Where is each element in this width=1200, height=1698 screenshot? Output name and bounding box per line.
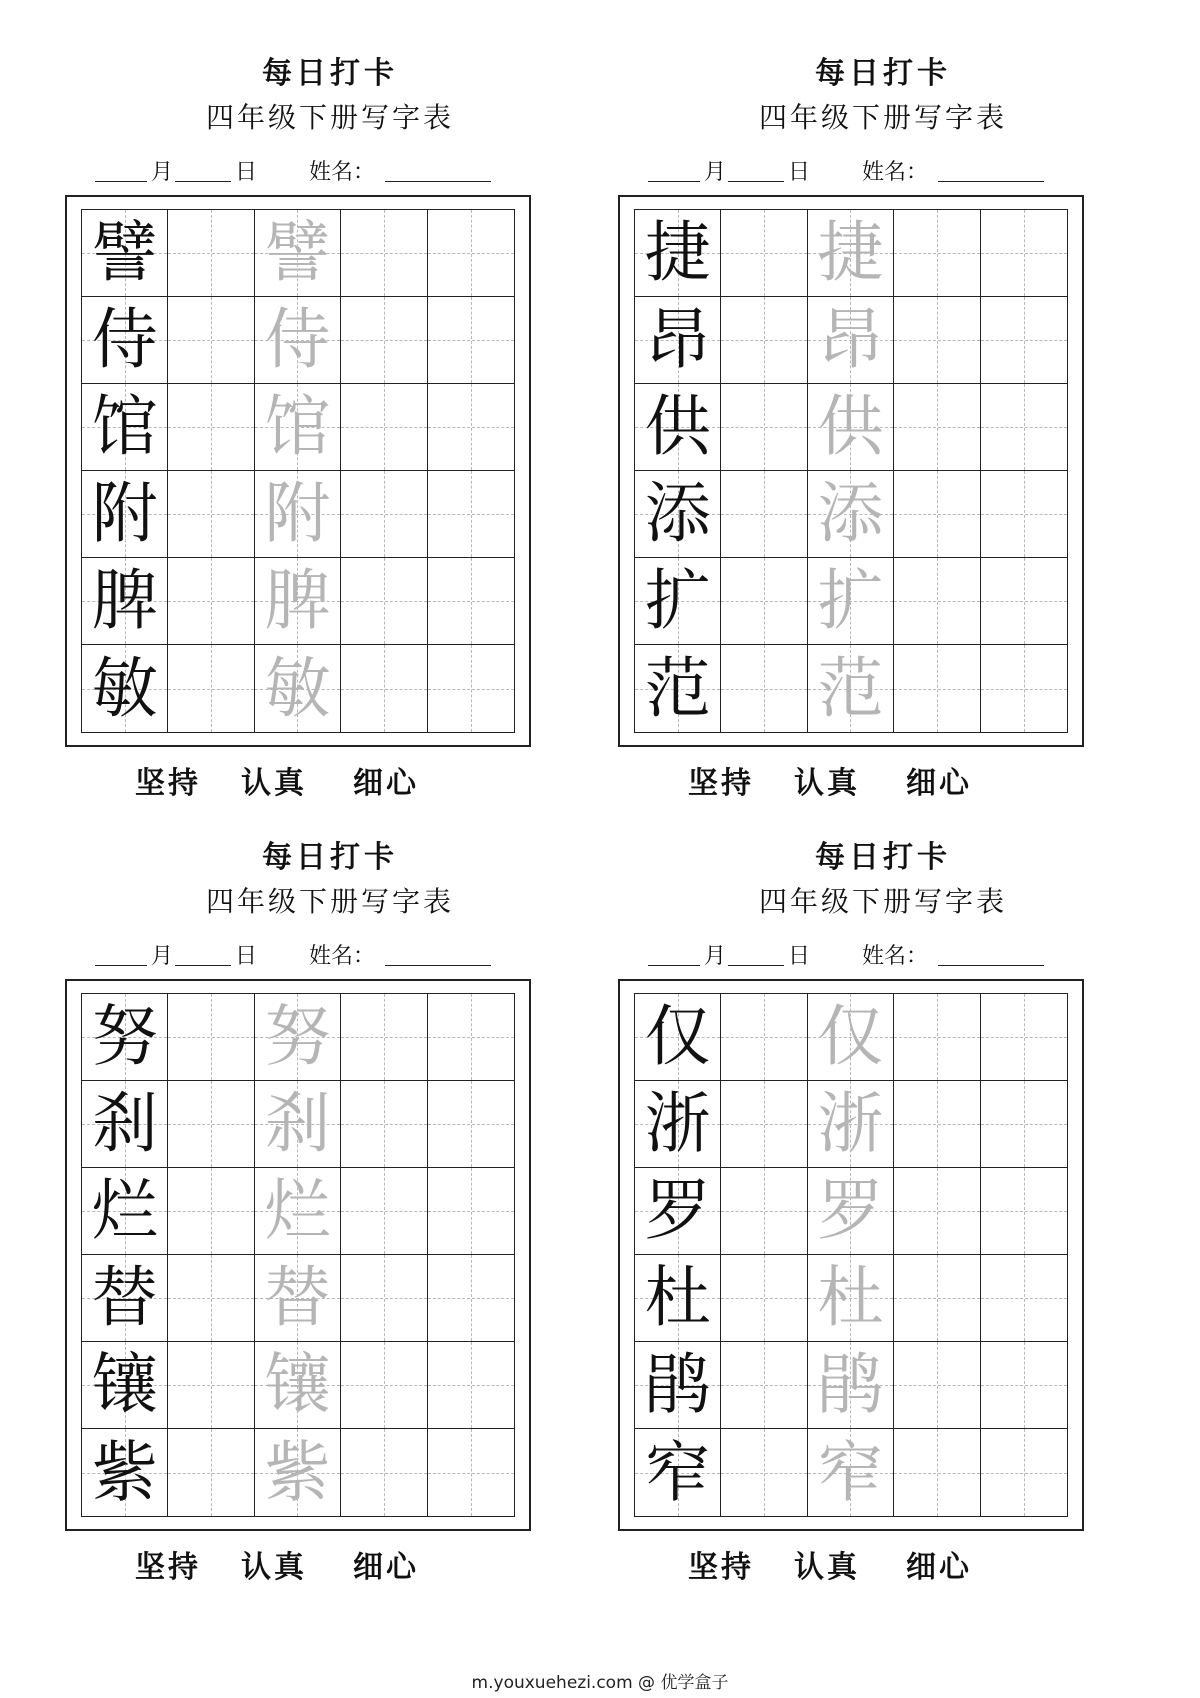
grid-cell[interactable] (82, 1255, 168, 1342)
grid-cell[interactable] (894, 1168, 980, 1255)
grid-cell[interactable] (82, 1168, 168, 1255)
model-character: 罗 (644, 1172, 711, 1249)
grid-cell[interactable] (808, 1342, 894, 1429)
grid-cell[interactable] (981, 471, 1067, 558)
name-label: 姓名： (309, 944, 376, 969)
model-character: 扩 (644, 562, 711, 639)
day-blank[interactable] (175, 939, 231, 966)
trace-character: 譬 (264, 214, 331, 291)
motto-word: 细心 (906, 766, 972, 801)
grid-cell[interactable] (428, 297, 514, 384)
grid-cell[interactable] (168, 645, 254, 732)
grid-cell[interactable] (894, 645, 980, 732)
trace-character: 添 (817, 475, 884, 552)
grid-cell[interactable] (168, 994, 254, 1081)
model-character: 浙 (644, 1085, 711, 1162)
trace-character: 脾 (264, 562, 331, 639)
grid-cell[interactable] (981, 384, 1067, 471)
motto-word: 细心 (353, 766, 419, 801)
day-blank[interactable] (728, 939, 784, 966)
grid-cell[interactable] (635, 1168, 721, 1255)
grid-cell[interactable] (721, 645, 807, 732)
model-character: 敏 (91, 649, 158, 727)
grid-inner (634, 993, 1068, 1517)
motto-word: 坚持 (688, 1550, 754, 1585)
grid-cell[interactable] (635, 384, 721, 471)
day-label: 日 (235, 160, 258, 185)
model-character: 范 (644, 649, 711, 727)
grid-cell[interactable] (981, 1429, 1067, 1516)
writing-grid (65, 195, 531, 747)
motto-word: 认真 (794, 1550, 860, 1585)
grid-cell[interactable] (981, 1255, 1067, 1342)
model-character: 侍 (91, 301, 158, 378)
grid-cell[interactable] (981, 297, 1067, 384)
model-character: 馆 (91, 388, 158, 465)
month-blank[interactable] (95, 939, 147, 966)
grid-cell[interactable] (635, 210, 721, 297)
name-blank[interactable] (385, 939, 491, 966)
grid-cell[interactable] (428, 1255, 514, 1342)
name-label: 姓名： (862, 160, 929, 185)
grid-cell[interactable] (808, 1081, 894, 1168)
grid-cell[interactable] (341, 994, 427, 1081)
trace-character: 范 (817, 649, 884, 727)
grid-cell[interactable] (721, 1342, 807, 1429)
grid-cell[interactable] (255, 1429, 341, 1516)
grid-cell[interactable] (635, 558, 721, 645)
month-label: 月 (704, 160, 727, 185)
day-label: 日 (235, 944, 258, 969)
grid-cell[interactable] (82, 1081, 168, 1168)
trace-character: 鹃 (817, 1346, 884, 1423)
grid-cell[interactable] (428, 994, 514, 1081)
grid-inner (81, 209, 515, 733)
grid-cell[interactable] (341, 558, 427, 645)
model-character: 镶 (91, 1346, 158, 1423)
grid-cell[interactable] (255, 471, 341, 558)
model-character: 努 (91, 998, 158, 1075)
grid-cell[interactable] (82, 297, 168, 384)
day-label: 日 (788, 944, 811, 969)
grid-cell[interactable] (255, 1081, 341, 1168)
trace-character: 附 (264, 475, 331, 552)
grid-cell[interactable] (894, 384, 980, 471)
grid-cell[interactable] (82, 210, 168, 297)
grid-cell[interactable] (981, 1342, 1067, 1429)
grid-cell[interactable] (808, 558, 894, 645)
grid-cell[interactable] (82, 471, 168, 558)
grid-cell[interactable] (341, 1081, 427, 1168)
grid-cell[interactable] (894, 1081, 980, 1168)
motto-word: 细心 (906, 1550, 972, 1585)
motto-word: 细心 (353, 1550, 419, 1585)
grid-cell[interactable] (341, 471, 427, 558)
grid-cell[interactable] (168, 384, 254, 471)
model-character: 紫 (91, 1433, 158, 1511)
grid-cell[interactable] (721, 384, 807, 471)
model-character: 替 (91, 1259, 158, 1336)
day-blank[interactable] (175, 155, 231, 182)
grid-cell[interactable] (341, 1429, 427, 1516)
model-character: 添 (644, 475, 711, 552)
trace-character: 扩 (817, 562, 884, 639)
grid-cell[interactable] (341, 1342, 427, 1429)
grid-cell[interactable] (341, 297, 427, 384)
grid-cell[interactable] (255, 994, 341, 1081)
trace-character: 罗 (817, 1172, 884, 1249)
trace-character: 供 (817, 388, 884, 465)
card-title: 每日打卡 (815, 56, 951, 91)
grid-cell[interactable] (341, 1168, 427, 1255)
grid-cell[interactable] (428, 1342, 514, 1429)
grid-cell[interactable] (255, 1342, 341, 1429)
grid-cell[interactable] (428, 645, 514, 732)
grid-cell[interactable] (981, 994, 1067, 1081)
grid-cell[interactable] (721, 558, 807, 645)
grid-cell[interactable] (981, 210, 1067, 297)
grid-cell[interactable] (635, 471, 721, 558)
grid-cell[interactable] (168, 297, 254, 384)
name-blank[interactable] (385, 155, 491, 182)
grid-cell[interactable] (82, 1342, 168, 1429)
grid-cell[interactable] (635, 297, 721, 384)
grid-cell[interactable] (721, 210, 807, 297)
grid-cell[interactable] (981, 1168, 1067, 1255)
card-title: 每日打卡 (815, 840, 951, 875)
model-character: 烂 (91, 1172, 158, 1249)
grid-cell[interactable] (82, 384, 168, 471)
grid-cell[interactable] (894, 1342, 980, 1429)
grid-cell[interactable] (428, 1081, 514, 1168)
grid-cell[interactable] (82, 645, 168, 732)
model-character: 杜 (644, 1259, 711, 1336)
month-label: 月 (151, 944, 174, 969)
grid-cell[interactable] (721, 1081, 807, 1168)
grid-cell[interactable] (168, 1342, 254, 1429)
trace-character: 努 (264, 998, 331, 1075)
grid-cell[interactable] (981, 558, 1067, 645)
trace-character: 昂 (817, 301, 884, 378)
grid-cell[interactable] (635, 1429, 721, 1516)
grid-cell[interactable] (255, 558, 341, 645)
grid-cell[interactable] (721, 1429, 807, 1516)
date-name-line (95, 155, 565, 187)
grid-cell[interactable] (721, 297, 807, 384)
name-label: 姓名： (309, 160, 376, 185)
month-blank[interactable] (95, 155, 147, 182)
day-blank[interactable] (728, 155, 784, 182)
card-subtitle: 四年级下册写字表 (205, 885, 454, 918)
grid-cell[interactable] (168, 558, 254, 645)
grid-cell[interactable] (635, 1342, 721, 1429)
grid-cell[interactable] (721, 994, 807, 1081)
motto-word: 坚持 (135, 1550, 201, 1585)
trace-character: 紫 (264, 1433, 331, 1511)
grid-cell[interactable] (428, 384, 514, 471)
trace-character: 浙 (817, 1085, 884, 1162)
trace-character: 仅 (817, 998, 884, 1075)
model-character: 昂 (644, 301, 711, 378)
trace-character: 杜 (817, 1259, 884, 1336)
model-character: 仅 (644, 998, 711, 1075)
motto-word: 坚持 (688, 766, 754, 801)
writing-grid (618, 979, 1084, 1531)
month-blank[interactable] (648, 155, 700, 182)
trace-character: 刹 (264, 1085, 331, 1162)
grid-cell[interactable] (255, 297, 341, 384)
grid-cell[interactable] (721, 1168, 807, 1255)
model-character: 供 (644, 388, 711, 465)
trace-character: 窄 (817, 1433, 884, 1511)
grid-cell[interactable] (894, 1255, 980, 1342)
motto-word: 认真 (241, 1550, 307, 1585)
grid-cell[interactable] (428, 1168, 514, 1255)
month-blank[interactable] (648, 939, 700, 966)
model-character: 脾 (91, 562, 158, 639)
trace-character: 捷 (817, 214, 884, 291)
practice-card (618, 0, 1148, 801)
grid-cell[interactable] (168, 1168, 254, 1255)
grid-cell[interactable] (428, 210, 514, 297)
grid-cell[interactable] (341, 210, 427, 297)
name-label: 姓名： (862, 944, 929, 969)
grid-cell[interactable] (168, 1255, 254, 1342)
site-footer: m.youxuehezi.com @ 优学盒子 (471, 1673, 729, 1693)
grid-cell[interactable] (894, 210, 980, 297)
motto-word: 坚持 (135, 766, 201, 801)
grid-cell[interactable] (808, 994, 894, 1081)
motto-word: 认真 (794, 766, 860, 801)
grid-cell[interactable] (168, 210, 254, 297)
card-subtitle: 四年级下册写字表 (205, 101, 454, 134)
name-blank[interactable] (938, 939, 1044, 966)
trace-character: 侍 (264, 301, 331, 378)
grid-cell[interactable] (808, 1255, 894, 1342)
grid-cell[interactable] (635, 994, 721, 1081)
card-subtitle: 四年级下册写字表 (758, 101, 1007, 134)
grid-cell[interactable] (255, 210, 341, 297)
writing-grid (65, 979, 531, 1531)
trace-character: 烂 (264, 1172, 331, 1249)
card-title: 每日打卡 (262, 840, 398, 875)
month-label: 月 (704, 944, 727, 969)
practice-card (618, 784, 1148, 1585)
grid-cell[interactable] (635, 1255, 721, 1342)
grid-cell[interactable] (981, 1081, 1067, 1168)
grid-cell[interactable] (428, 1429, 514, 1516)
grid-inner (634, 209, 1068, 733)
grid-cell[interactable] (808, 297, 894, 384)
grid-cell[interactable] (82, 558, 168, 645)
grid-cell[interactable] (168, 1429, 254, 1516)
grid-cell[interactable] (82, 994, 168, 1081)
grid-cell[interactable] (894, 297, 980, 384)
card-title: 每日打卡 (262, 56, 398, 91)
grid-cell[interactable] (721, 471, 807, 558)
grid-cell[interactable] (635, 1081, 721, 1168)
grid-cell[interactable] (808, 645, 894, 732)
grid-cell[interactable] (341, 384, 427, 471)
name-blank[interactable] (938, 155, 1044, 182)
model-character: 捷 (644, 214, 711, 291)
grid-cell[interactable] (721, 1255, 807, 1342)
card-subtitle: 四年级下册写字表 (758, 885, 1007, 918)
grid-cell[interactable] (894, 994, 980, 1081)
trace-character: 馆 (264, 388, 331, 465)
grid-cell[interactable] (894, 558, 980, 645)
practice-card (65, 784, 595, 1585)
grid-cell[interactable] (255, 1255, 341, 1342)
grid-cell[interactable] (894, 1429, 980, 1516)
grid-cell[interactable] (981, 645, 1067, 732)
grid-cell[interactable] (428, 471, 514, 558)
motto-word: 认真 (241, 766, 307, 801)
grid-cell[interactable] (168, 1081, 254, 1168)
grid-cell[interactable] (894, 471, 980, 558)
trace-character: 镶 (264, 1346, 331, 1423)
grid-cell[interactable] (808, 1168, 894, 1255)
grid-cell[interactable] (808, 1429, 894, 1516)
date-name-line (95, 939, 565, 971)
practice-card (65, 0, 595, 801)
model-character: 附 (91, 475, 158, 552)
date-name-line (648, 155, 1118, 187)
trace-character: 敏 (264, 649, 331, 727)
grid-cell[interactable] (341, 1255, 427, 1342)
grid-cell[interactable] (635, 645, 721, 732)
grid-inner (81, 993, 515, 1517)
trace-character: 替 (264, 1259, 331, 1336)
grid-cell[interactable] (255, 645, 341, 732)
date-name-line (648, 939, 1118, 971)
model-character: 刹 (91, 1085, 158, 1162)
grid-cell[interactable] (808, 210, 894, 297)
grid-cell[interactable] (168, 471, 254, 558)
writing-grid (618, 195, 1084, 747)
day-label: 日 (788, 160, 811, 185)
grid-cell[interactable] (808, 384, 894, 471)
grid-cell[interactable] (255, 1168, 341, 1255)
model-character: 窄 (644, 1433, 711, 1511)
grid-cell[interactable] (341, 645, 427, 732)
grid-cell[interactable] (82, 1429, 168, 1516)
model-character: 譬 (91, 214, 158, 291)
model-character: 鹃 (644, 1346, 711, 1423)
grid-cell[interactable] (808, 471, 894, 558)
grid-cell[interactable] (255, 384, 341, 471)
month-label: 月 (151, 160, 174, 185)
grid-cell[interactable] (428, 558, 514, 645)
